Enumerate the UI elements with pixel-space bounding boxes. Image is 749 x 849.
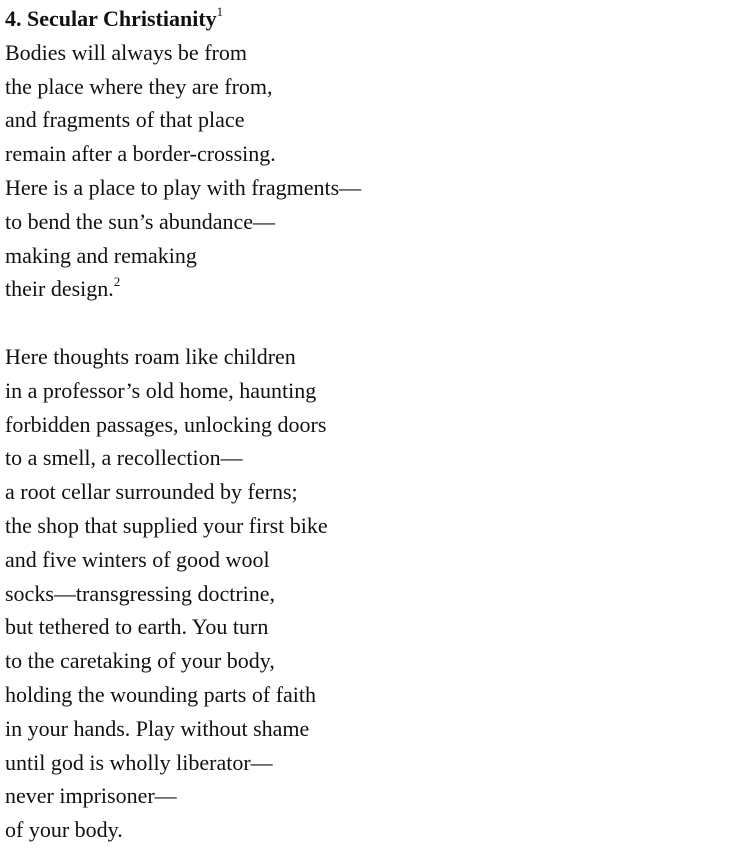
- poem-line: to bend the sun’s abundance—: [5, 208, 276, 234]
- poem-line-text: their design.: [5, 276, 114, 302]
- poem-title-text: 4. Secular Christianity: [5, 6, 217, 31]
- poem-line: to the caretaking of your body,: [5, 648, 275, 674]
- footnote-marker-1: 1: [216, 3, 224, 19]
- poem-line: a root cellar surrounded by ferns;: [5, 479, 298, 505]
- poem-line: Here thoughts roam like children: [5, 343, 296, 369]
- poem-line: of your body.: [5, 817, 123, 843]
- poem-line: Here is a place to play with fragments—: [5, 174, 362, 200]
- poem-line: in your hands. Play without shame: [5, 715, 310, 741]
- poem-title: [5, 2, 745, 36]
- poem-line: never imprisoner—: [5, 783, 177, 809]
- poem-line: to a smell, a recollection—: [5, 445, 243, 471]
- poem-line: forbidden passages, unlocking doors: [5, 411, 327, 437]
- stanza-2: [5, 340, 745, 847]
- poem-line: until god is wholly liberator—: [5, 749, 273, 775]
- poem-line: and fragments of that place: [5, 107, 245, 133]
- poem-line: holding the wounding parts of faith: [5, 681, 317, 707]
- poem-line: and five winters of good wool: [5, 546, 270, 572]
- poem-line: the shop that supplied your first bike: [5, 512, 328, 538]
- poem-line: Bodies will always be from: [5, 39, 247, 65]
- poem-line: socks—transgressing doctrine,: [5, 580, 276, 606]
- poem-line: [5, 272, 745, 306]
- poem-line: the place where they are from,: [5, 73, 273, 99]
- poem-line: but tethered to earth. You turn: [5, 614, 269, 640]
- poem-line: making and remaking: [5, 242, 197, 268]
- footnote-marker-2: 2: [113, 274, 121, 290]
- stanza-break: [5, 306, 745, 340]
- poem-line: in a professor’s old home, haunting: [5, 377, 317, 403]
- poem: [5, 2, 745, 847]
- stanza-1: [5, 36, 745, 306]
- poem-line: remain after a border-crossing.: [5, 141, 276, 167]
